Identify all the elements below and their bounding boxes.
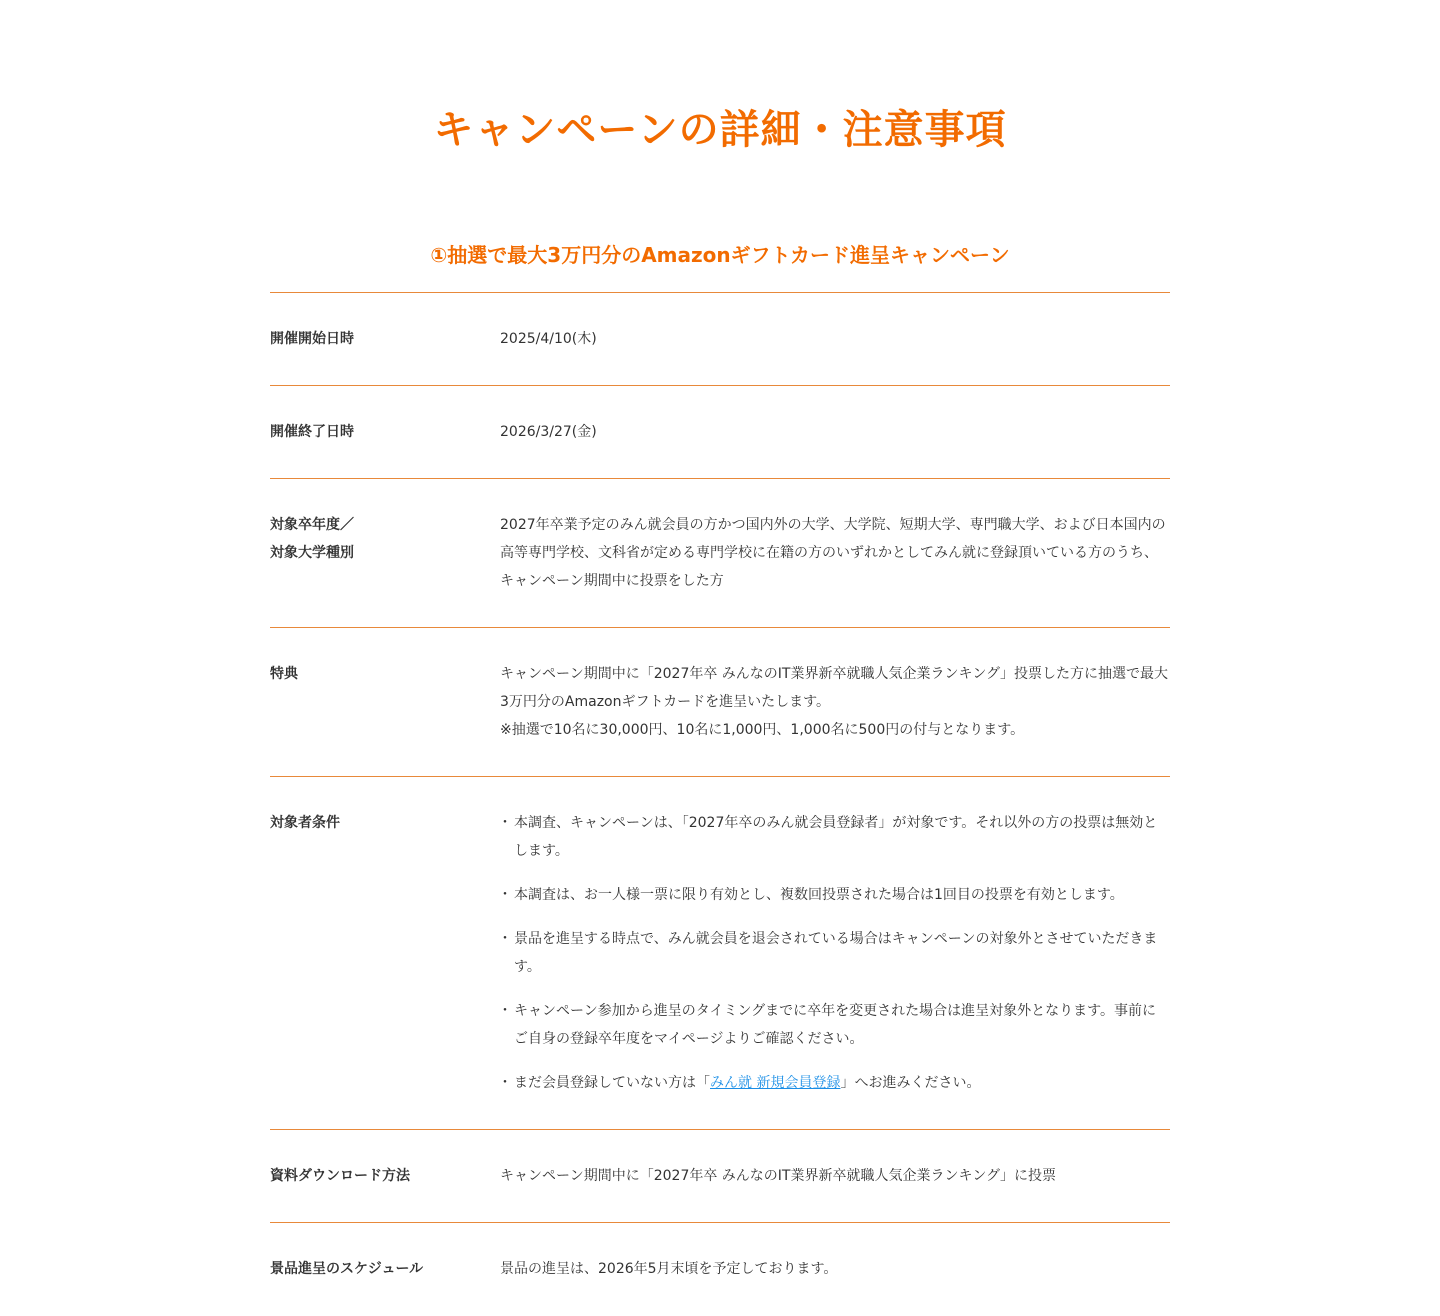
row-benefit — [270, 628, 1170, 777]
list-item: ・ 本調査は、お一人様一票に限り有効とし、複数回投票された場合は1回目の投票を有効とします。 — [500, 881, 1170, 909]
row-start-date — [270, 293, 1170, 386]
register-suffix: 」へお進みください。 — [840, 1075, 981, 1091]
details-table — [270, 292, 1170, 1315]
list-item: ・ 景品を進呈する時点で、みん就会員を退会されている場合はキャンペーンの対象外とさせていただきます。 — [500, 925, 1170, 981]
row-label-line: 対象卒年度／ — [270, 517, 354, 533]
list-item: ・ キャンペーン参加から進呈のタイミングまでに卒年を変更された場合は進呈対象外となります。事前にご自身の登録卒年度をマイページよりご確認ください。 — [500, 997, 1170, 1053]
row-value: 景品の進呈は、2026年5月末頃を予定しております。 — [500, 1261, 838, 1277]
row-eligibility — [270, 777, 1170, 1130]
row-end-date — [270, 386, 1170, 479]
row-target-year — [270, 479, 1170, 628]
row-value — [500, 660, 1170, 744]
row-prize-schedule — [270, 1223, 1170, 1315]
row-value: 2025/4/10(木) — [500, 331, 597, 347]
register-link[interactable]: みん就 新規会員登録 — [710, 1075, 841, 1091]
row-label: 景品進呈のスケジュール — [270, 1261, 424, 1277]
section-title: ①抽選で最大3万円分のAmazonギフトカード進呈キャンペーン — [430, 243, 1010, 267]
register-prefix: まだ会員登録していない方は「 — [514, 1075, 710, 1091]
row-label: 資料ダウンロード方法 — [270, 1168, 410, 1184]
page-title: キャンペーンの詳細・注意事項 — [433, 107, 1007, 153]
row-label: 特典 — [270, 666, 298, 682]
row-value: キャンペーン期間中に「2027年卒 みんなのIT業界新卒就職人気企業ランキング」に投票 — [500, 1168, 1057, 1184]
row-value: 2027年卒業予定のみん就会員の方かつ国内外の大学、大学院、短期大学、専門職大学、および日本国内の高等専門学校、文科省が定める専門学校に在籍の方のいずれかとしてみん就に登録頂いている方のうち、キャンペーン期間中に投票をした方 — [500, 517, 1166, 589]
row-value: 2026/3/27(金) — [500, 424, 597, 440]
row-label — [270, 511, 500, 595]
list-item — [500, 1069, 1170, 1097]
row-value — [500, 809, 1170, 1097]
row-label-line: 対象大学種別 — [270, 545, 354, 561]
eligibility-list — [500, 809, 1170, 1097]
row-label: 開催終了日時 — [270, 424, 354, 440]
row-label: 開催開始日時 — [270, 331, 354, 347]
list-item: ・ 本調査、キャンペーンは、「2027年卒のみん就会員登録者」が対象です。それ以外の方の投票は無効とします。 — [500, 809, 1170, 865]
row-label: 対象者条件 — [270, 815, 340, 831]
campaign-details-page — [270, 0, 1170, 1315]
row-download-method — [270, 1130, 1170, 1223]
benefit-text: キャンペーン期間中に「2027年卒 みんなのIT業界新卒就職人気企業ランキング」投票した方に抽選で最大3万円分のAmazonギフトカードを進呈いたします。 — [500, 666, 1169, 710]
benefit-note: ※抽選で10名に30,000円、10名に1,000円、1,000名に500円の付与となります。 — [500, 722, 1025, 738]
